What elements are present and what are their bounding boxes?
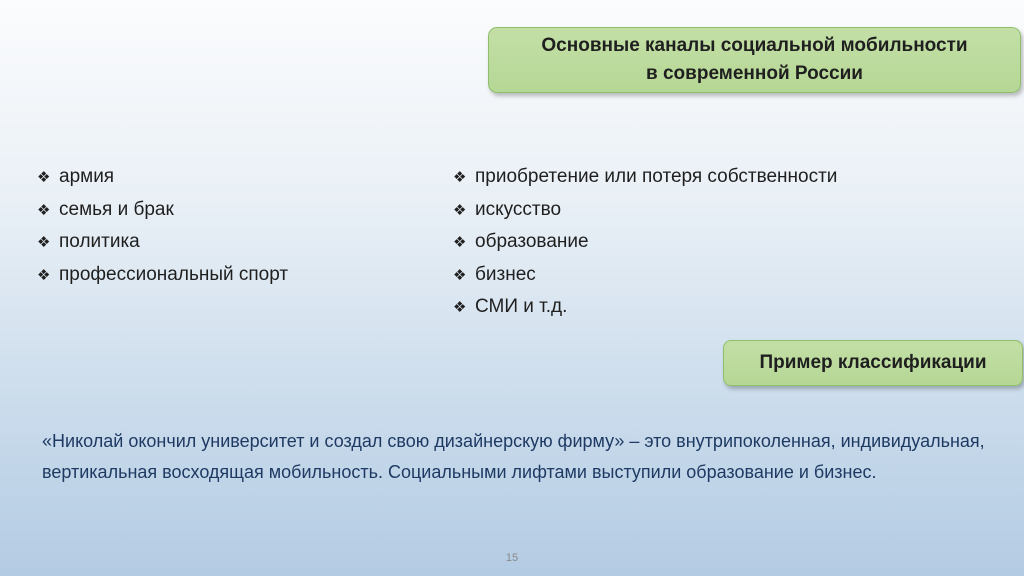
list-item bbox=[453, 161, 837, 194]
list-item-label: профессиональный спорт bbox=[59, 263, 289, 285]
list-item bbox=[37, 259, 288, 292]
list-item-label: бизнес bbox=[475, 263, 536, 285]
list-item-label: искусство bbox=[475, 198, 562, 220]
channels-list-left bbox=[37, 161, 288, 291]
list-item-label: семья и брак bbox=[59, 198, 174, 220]
list-item-label: приобретение или потеря собственности bbox=[475, 166, 838, 187]
diamond-bullet-icon: ❖ bbox=[37, 233, 51, 251]
example-label-box bbox=[723, 340, 1023, 386]
list-item-label: армия bbox=[59, 166, 115, 187]
diamond-bullet-icon: ❖ bbox=[453, 298, 467, 316]
list-item bbox=[37, 194, 288, 227]
diamond-bullet-icon: ❖ bbox=[37, 200, 51, 219]
diamond-bullet-icon: ❖ bbox=[37, 265, 51, 284]
example-text: «Николай окончил университет и создал свою дизайнерскую фирму» – это внутрипоколенная, индивидуальная, вертикальная восходящая мобильность. Социальными лифтами выступили образование и бизнес. bbox=[42, 431, 985, 482]
diamond-bullet-icon: ❖ bbox=[453, 200, 467, 219]
list-item bbox=[453, 194, 837, 227]
list-item bbox=[37, 161, 288, 194]
list-item bbox=[453, 259, 837, 292]
diamond-bullet-icon: ❖ bbox=[453, 168, 467, 186]
title-box bbox=[488, 27, 1021, 93]
title-line-2: в современной России bbox=[646, 63, 863, 84]
list-item-label: образование bbox=[475, 231, 589, 252]
page-number: 15 bbox=[505, 552, 519, 564]
list-item bbox=[37, 226, 288, 259]
list-item bbox=[453, 226, 837, 259]
list-item-label: СМИ и т.д. bbox=[475, 296, 568, 317]
diamond-bullet-icon: ❖ bbox=[453, 265, 467, 284]
example-label: Пример классификации bbox=[759, 352, 987, 373]
title-line-1: Основные каналы социальной мобильности bbox=[541, 35, 968, 56]
channels-list-right bbox=[453, 161, 837, 324]
diamond-bullet-icon: ❖ bbox=[37, 168, 51, 186]
list-item bbox=[453, 291, 837, 324]
list-item-label: политика bbox=[59, 231, 140, 252]
diamond-bullet-icon: ❖ bbox=[453, 233, 467, 251]
